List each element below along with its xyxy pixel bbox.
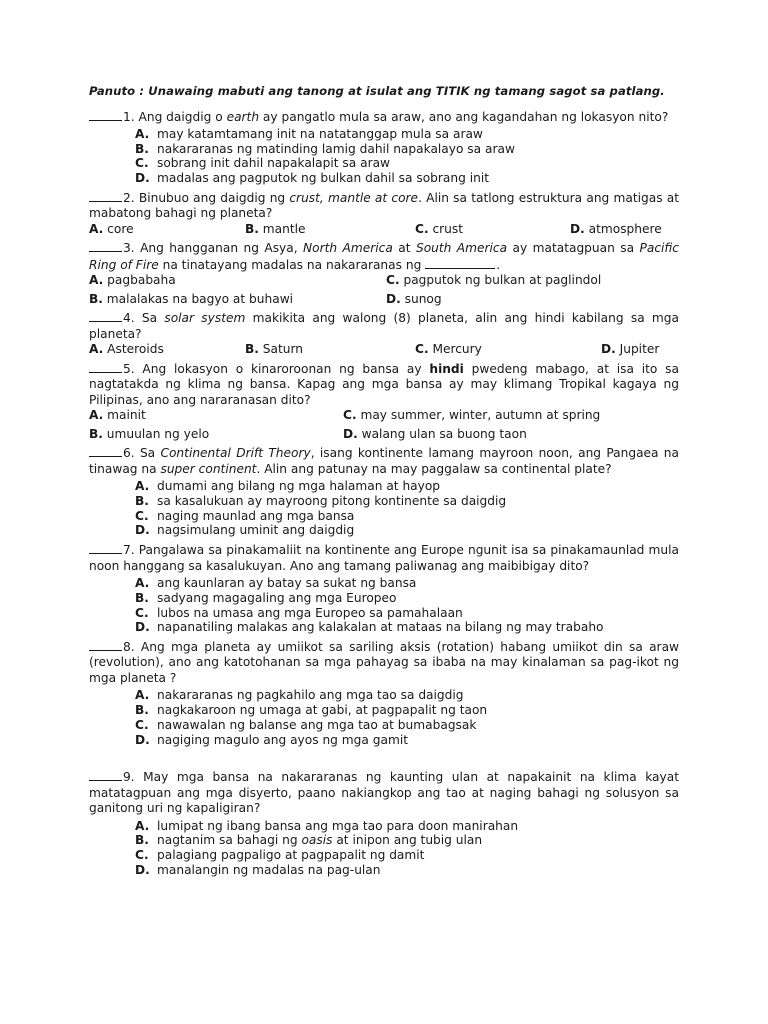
question-1: 1. Ang daigdig o earth ay pangatlo mula sa araw, ano ang kagandahan ng lokasyon nito?: [89, 109, 679, 126]
question-6-options: [89, 479, 679, 538]
question-9-options: [89, 819, 679, 878]
option-4d: D. Jupiter: [601, 342, 660, 357]
option-4c: C. Mercury: [415, 342, 482, 357]
answer-blank-2[interactable]: [89, 190, 122, 202]
option-6b: B. sa kasalukuan ay mayroong pitong kontinente sa daigdig: [135, 494, 507, 509]
option-7a: A. ang kaunlaran ay batay sa sukat ng bansa: [135, 576, 417, 591]
question-5-options-row2: [89, 427, 679, 443]
option-8d: D. nagiging magulo ang ayos ng mga gamit: [135, 732, 408, 747]
option-2c: C. crust: [415, 221, 464, 236]
option-5c: C. may summer, winter, autumn at spring: [343, 408, 601, 423]
option-9b: B. nagtanim sa bahagi ng oasis at inipon ang tubig ulan: [135, 833, 483, 848]
option-8c: C. nawawalan ng balanse ang mga tao at bumabagsak: [135, 717, 477, 732]
option-1a: A. may katamtamang init na natatanggap mula sa araw: [135, 127, 483, 141]
option-1d: D. madalas ang pagputok ng bulkan dahil sa sobrang init: [135, 171, 489, 186]
fill-blank-3[interactable]: [425, 257, 495, 269]
option-9c: C. palagiang pagpaligo at pagpapalit ng damit: [135, 848, 425, 863]
option-6c: C. naging maunlad ang mga bansa: [135, 508, 355, 523]
answer-blank-5[interactable]: [89, 361, 122, 373]
option-1b: B. nakararanas ng matinding lamig dahil napakalayo sa araw: [135, 141, 515, 156]
question-3-options-row2: [89, 292, 679, 308]
question-8-options: [89, 688, 679, 747]
answer-blank-9[interactable]: [89, 769, 122, 781]
question-3-options-row1: [89, 273, 679, 289]
question-7-options: [89, 576, 679, 635]
option-2d: D. atmosphere: [570, 221, 662, 236]
option-3b: B. malalakas na bagyo at buhawi: [89, 291, 294, 306]
answer-blank-1[interactable]: [89, 109, 122, 121]
option-3a: A. pagbabaha: [89, 273, 176, 288]
spacer: [89, 751, 679, 769]
option-7c: C. lubos na umasa ang mga Europeo sa pamahalaan: [135, 605, 463, 620]
answer-blank-8[interactable]: [89, 639, 122, 651]
question-6: 6. Sa Continental Drift Theory, isang kontinente lamang mayroon noon, ang Pangaea na tinawag na super continent. Alin ang patunay na may paggalaw sa continental plate?: [89, 446, 680, 476]
instructions: Panuto : Unawaing mabuti ang tanong at isulat ang TITIK ng tamang sagot sa patlang.: [89, 84, 665, 98]
question-9: 9. May mga bansa na nakararanas ng kaunting ulan at napakainit na klima kayat matatagpuan ang mga disyerto, paano nakiangkop ang tao at naging bahagi ng solusyon sa ganitong uri ng kapaligiran?: [89, 770, 679, 816]
option-8a: A. nakararanas ng pagkahilo ang mga tao sa daigdig: [135, 688, 464, 703]
option-8b: B. nagkakaroon ng umaga at gabi, at pagpapalit ng taon: [135, 703, 488, 718]
option-9a: A. lumipat ng ibang bansa ang mga tao para doon manirahan: [135, 818, 519, 833]
option-6d: D. nagsimulang uminit ang daigdig: [135, 523, 355, 538]
option-3c: C. pagputok ng bulkan at paglindol: [386, 273, 602, 288]
question-3: 3. Ang hangganan ng Asya, North America at South America ay matatagpuan sa Pacific Ring of Fire na tinatayang madalas na nakararanas ng .: [89, 241, 679, 272]
option-6a: A. dumami ang bilang ng mga halaman at hayop: [135, 479, 441, 494]
option-3d: D. sunog: [386, 291, 442, 306]
answer-blank-4[interactable]: [89, 310, 122, 322]
question-1-options: [89, 127, 679, 186]
option-9d: D. manalangin ng madalas na pag-ulan: [135, 862, 381, 877]
answer-blank-3[interactable]: [89, 240, 122, 252]
answer-blank-6[interactable]: [89, 445, 122, 457]
option-5b: B. umuulan ng yelo: [89, 426, 210, 441]
option-7d: D. napanatiling malakas ang kalakalan at mataas na bilang ng may trabaho: [135, 620, 604, 635]
answer-blank-7[interactable]: [89, 542, 122, 554]
option-2b: B. mantle: [245, 221, 306, 236]
option-1c: C. sobrang init dahil napakalapit sa araw: [135, 156, 391, 171]
option-4b: B. Saturn: [245, 342, 304, 357]
option-5d: D. walang ulan sa buong taon: [343, 426, 527, 441]
option-4a: A. Asteroids: [89, 342, 164, 357]
question-4-options: [89, 342, 679, 358]
option-2a: A. core: [89, 221, 134, 236]
question-2: 2. Binubuo ang daigdig ng crust, mantle at core. Alin sa tatlong estruktura ang matigas at mabatong bahagi ng planeta?: [89, 190, 679, 221]
question-2-options: [89, 222, 679, 238]
option-7b: B. sadyang magagaling ang mga Europeo: [135, 590, 397, 605]
question-5: 5. Ang lokasyon o kinaroroonan ng bansa ay hindi pwedeng mabago, at isa ito sa nagtatakda ng klima ng bansa. Kapag ang mga bansa ay may klimang Tropikal kagaya ng Pilipinas, ano ang nararanasan dito?: [89, 361, 679, 407]
question-8: 8. Ang mga planeta ay umiikot sa sariling aksis (rotation) habang umiikot din sa araw (revolution), ano ang katotohanan sa mga pahayag sa ibaba na may kinalaman sa pag-ikot ng mga planeta ?: [89, 639, 679, 685]
question-7: 7. Pangalawa sa pinakamaliit na kontinente ang Europe ngunit isa sa pinakamaunlad mula noon hanggang sa kasalukuyan. Ano ang tamang paliwanag ang maibibigay dito?: [89, 543, 679, 573]
worksheet: [89, 84, 679, 882]
option-5a: A. mainit: [89, 408, 146, 423]
question-5-options-row1: [89, 408, 679, 424]
question-4: 4. Sa solar system makikita ang walong (8) planeta, alin ang hindi kabilang sa mga planeta?: [89, 311, 680, 341]
